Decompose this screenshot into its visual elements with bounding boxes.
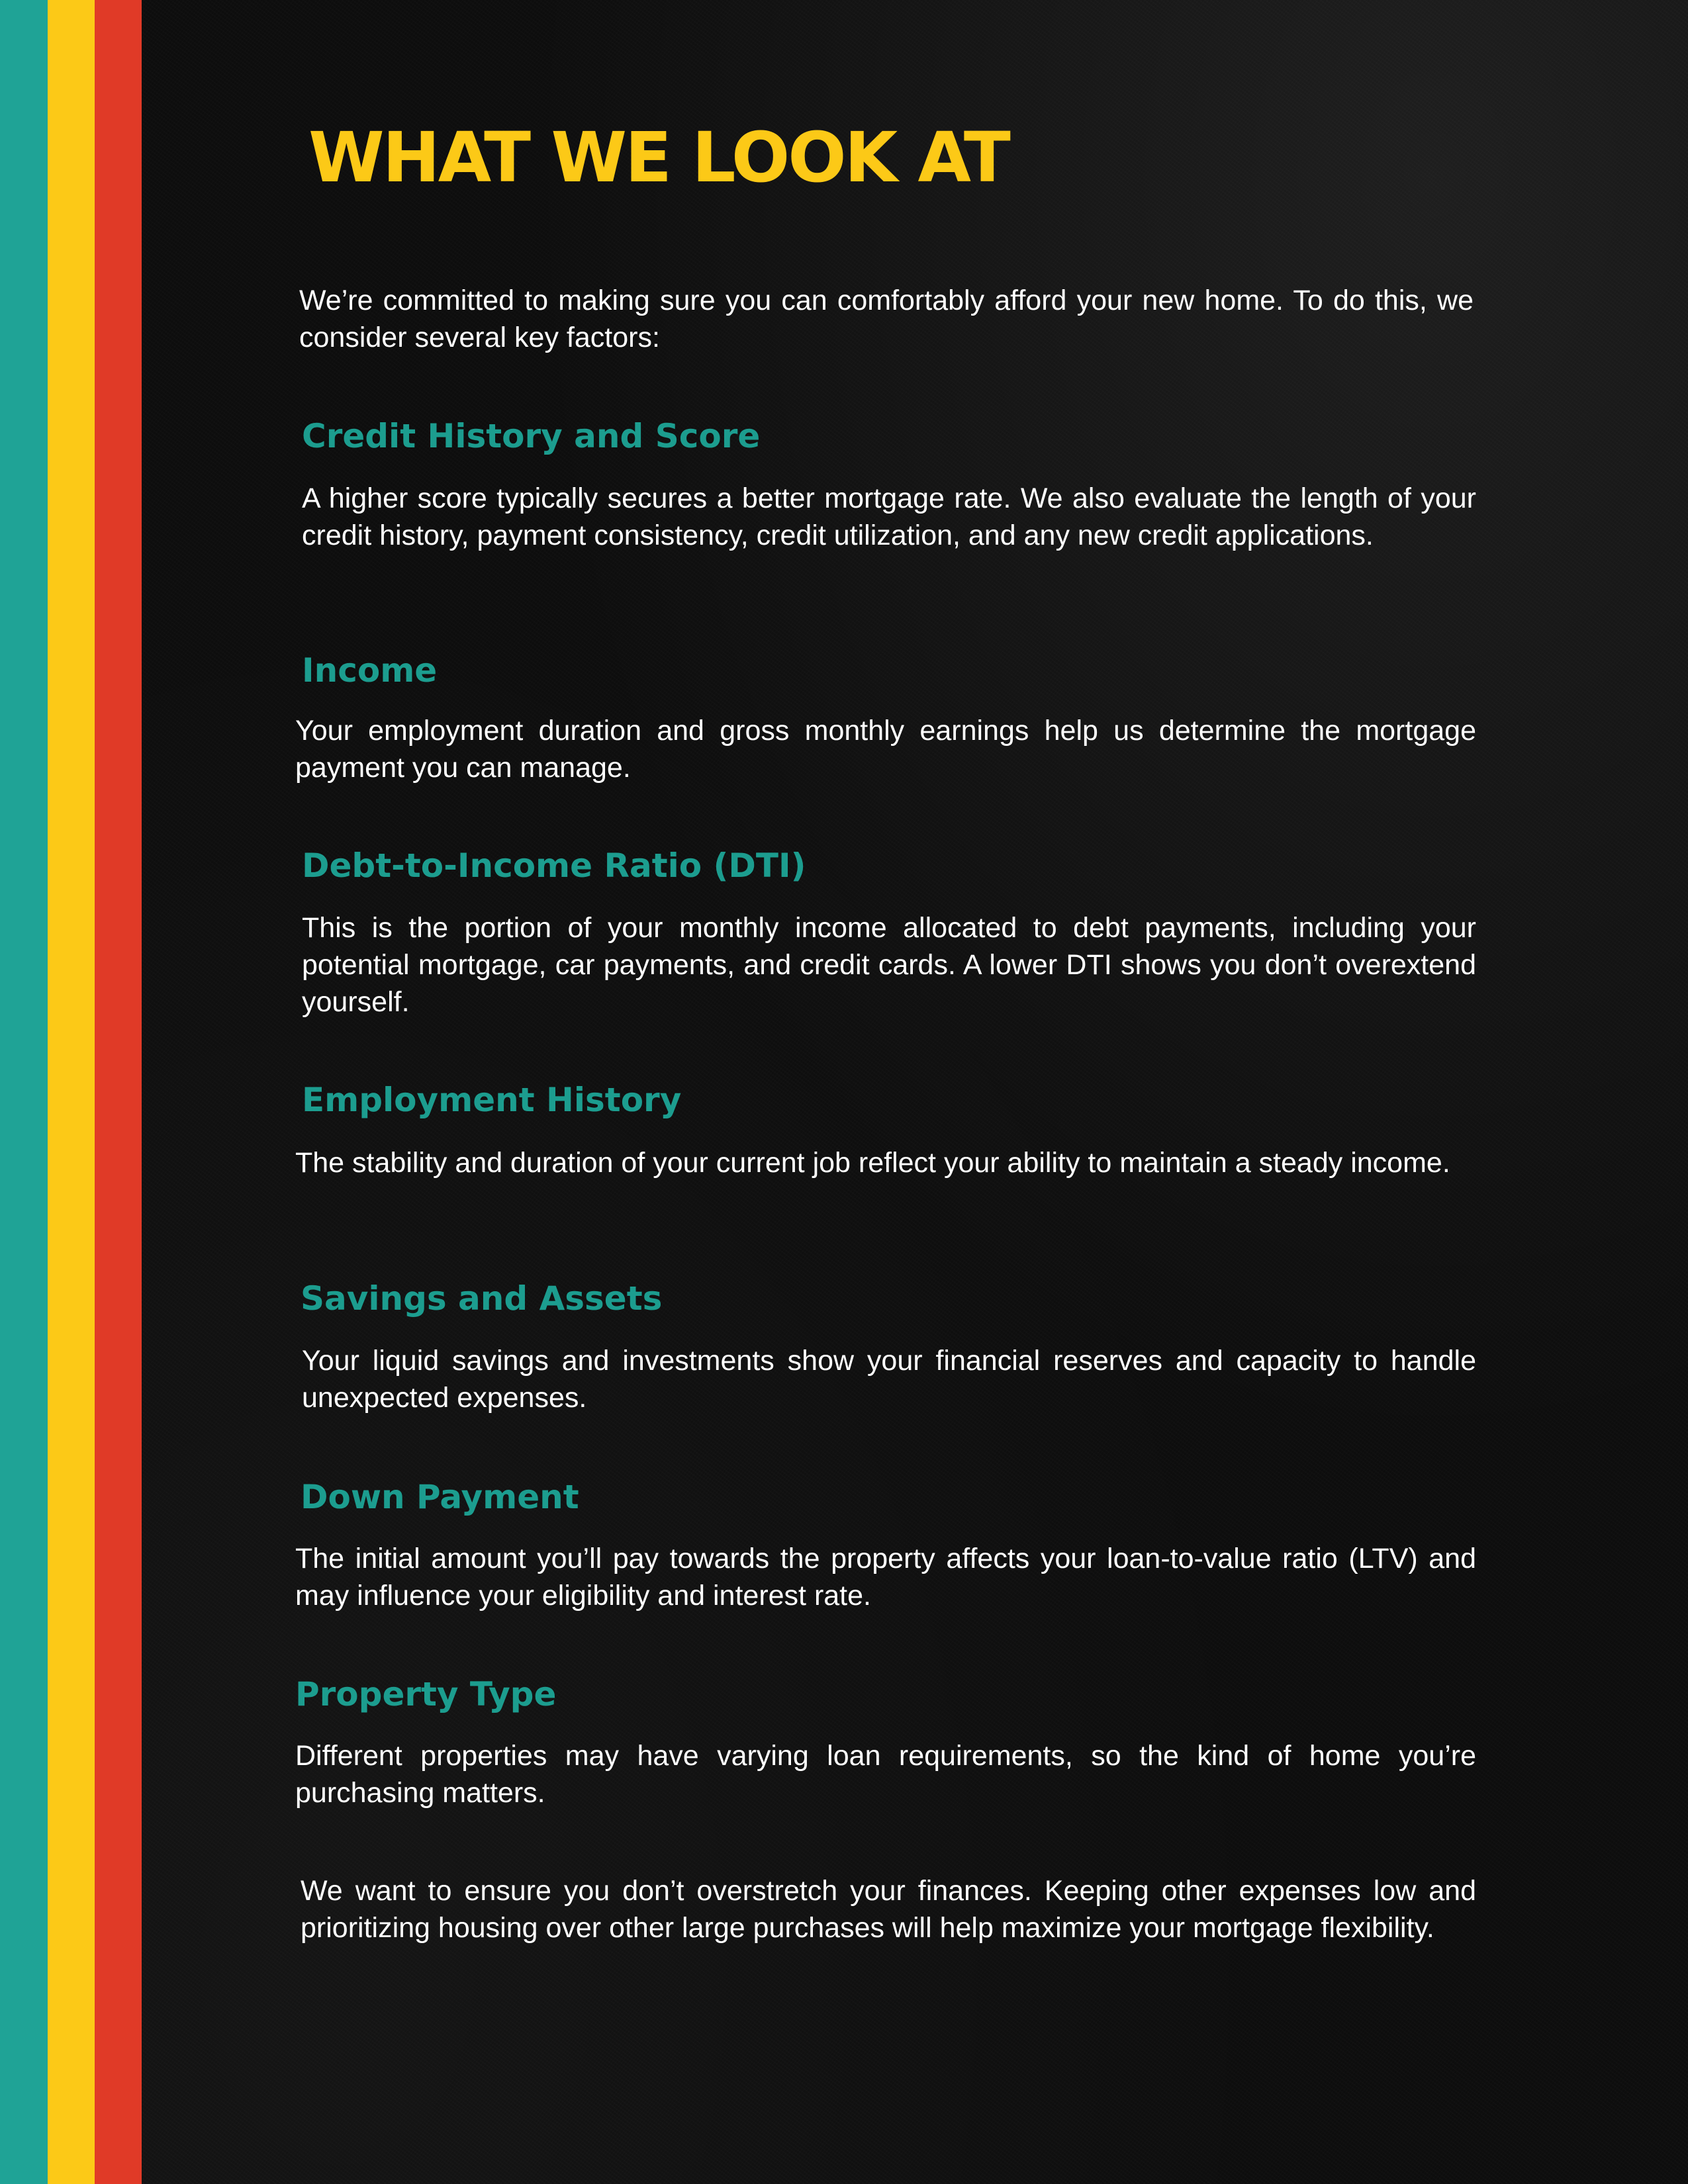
body-employment-history: The stability and duration of your current job reflect your ability to maintain a steady income. [295,1147,1450,1179]
intro-paragraph: We’re committed to making sure you can comfortably afford your new home. To do this, we consider several key factors: [299,285,1474,353]
closing-paragraph: We want to ensure you don’t overstretch your finances. Keeping other expenses low and prioritizing housing over other large purchases will help maximize your mortgage flexibility. [301,1875,1476,1944]
heading-savings-assets: Savings and Assets [301,1279,663,1318]
heading-income: Income [302,651,438,690]
decorative-stripe-yellow [48,0,95,2184]
decorative-stripe-teal [0,0,48,2184]
body-debt-to-income: This is the portion of your monthly income allocated to debt payments, including your potential mortgage, car payments, and credit cards. A lower DTI shows you don’t overextend yourself. [302,912,1476,1018]
heading-property-type: Property Type [295,1675,557,1713]
heading-down-payment: Down Payment [301,1478,579,1516]
body-income: Your employment duration and gross monthly earnings help us determine the mortgage payment you can manage. [295,715,1476,784]
body-down-payment: The initial amount you’ll pay towards the property affects your loan-to-value ratio (LTV) and may influence your eligibility and interest rate. [295,1543,1476,1612]
heading-debt-to-income: Debt-to-Income Ratio (DTI) [302,846,806,885]
page-title: WHAT WE LOOK AT [308,117,1009,198]
body-credit-history: A higher score typically secures a better mortgage rate. We also evaluate the length of your credit history, payment consistency, credit utilization, and any new credit applications. [302,482,1476,551]
body-property-type: Different properties may have varying loan requirements, so the kind of home you’re purchasing matters. [295,1740,1476,1809]
heading-credit-history: Credit History and Score [302,417,761,455]
heading-employment-history: Employment History [302,1081,682,1119]
decorative-stripe-red [95,0,142,2184]
body-savings-assets: Your liquid savings and investments show your financial reserves and capacity to handle unexpected expenses. [302,1345,1476,1414]
